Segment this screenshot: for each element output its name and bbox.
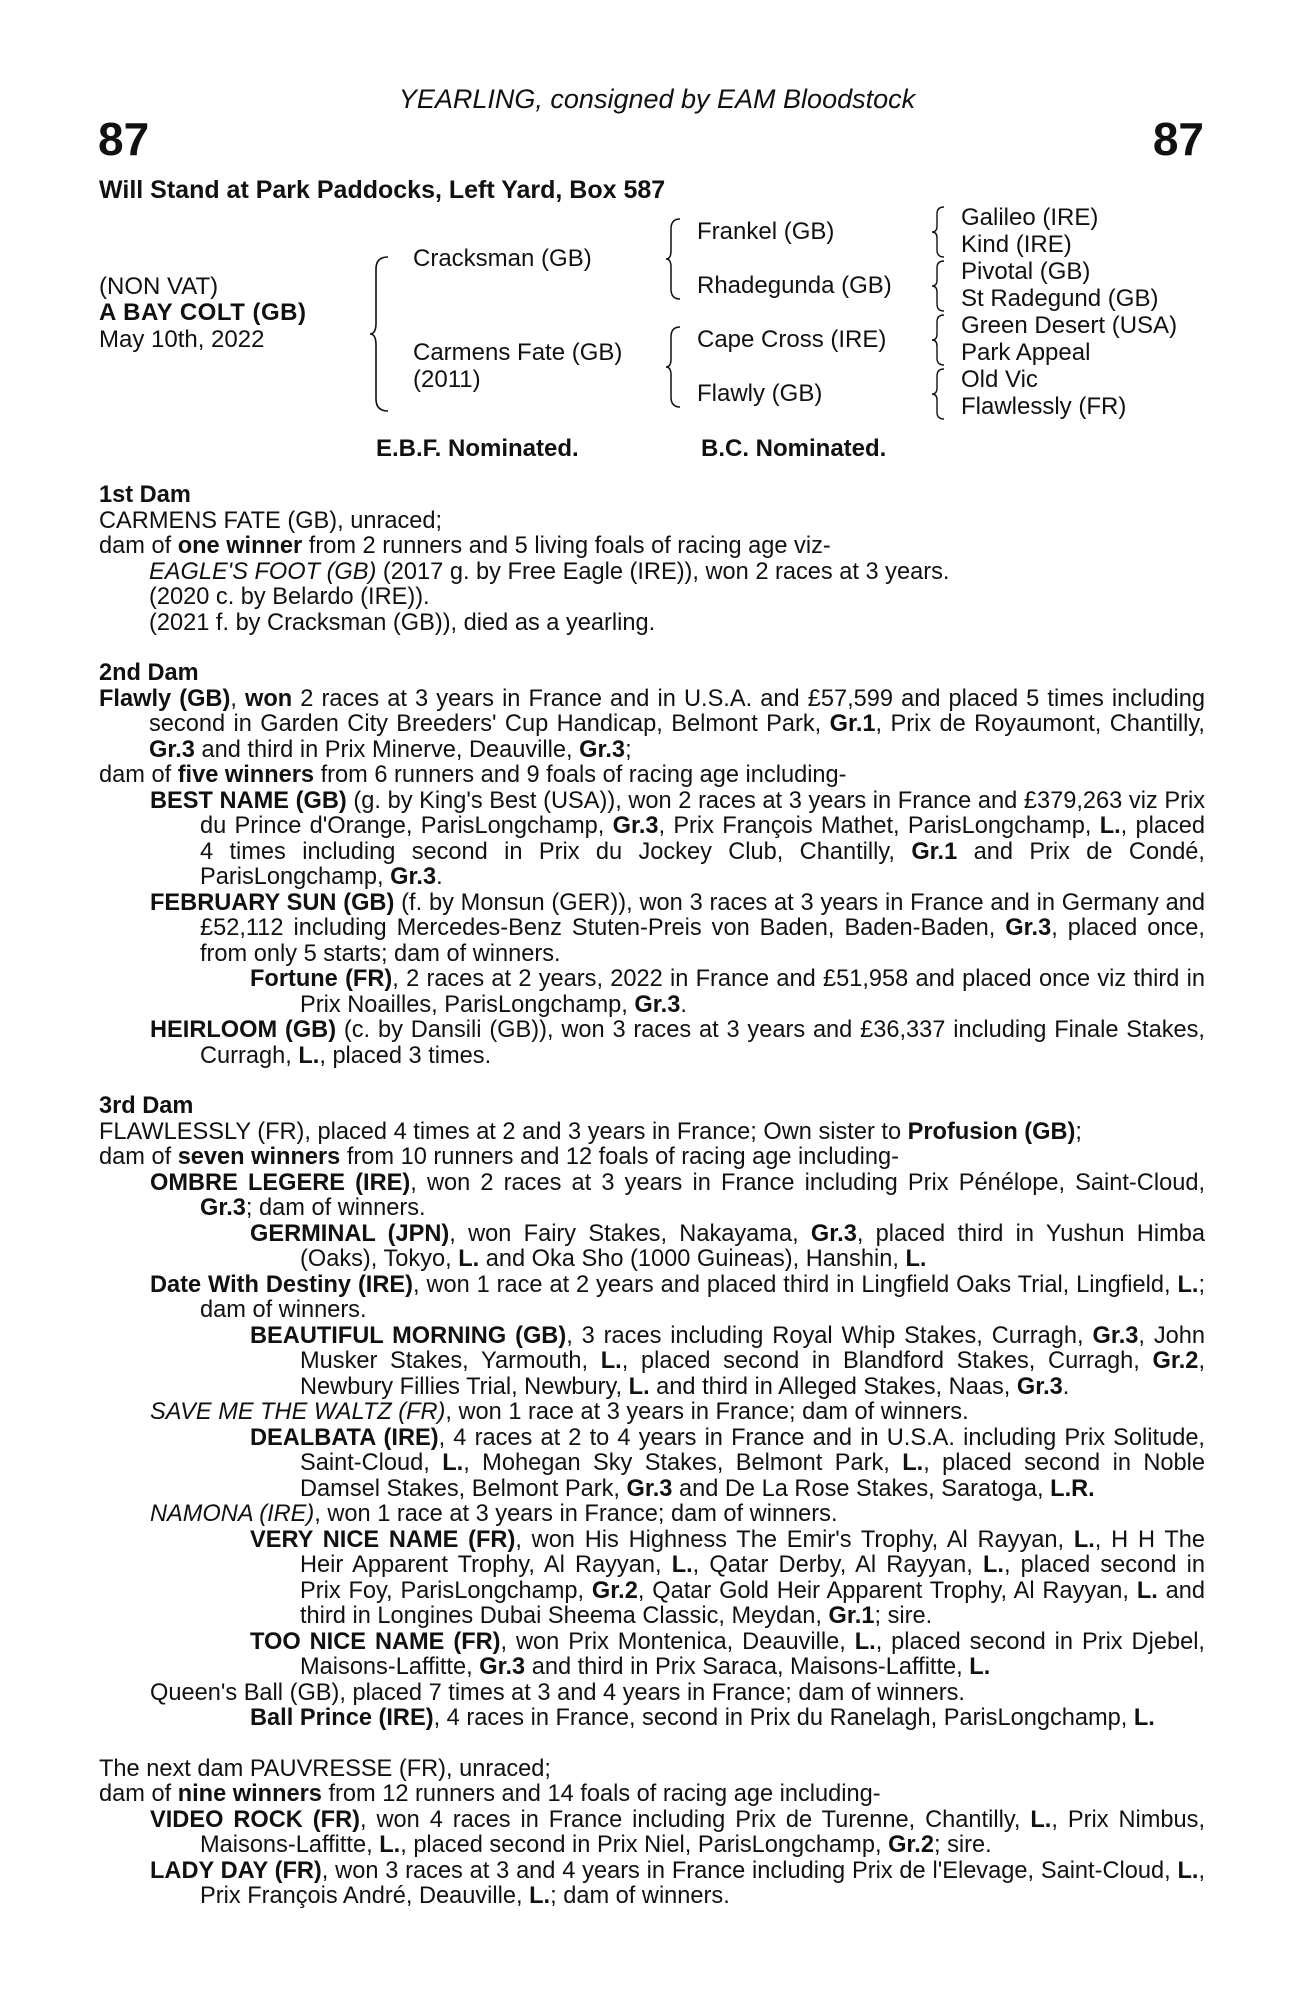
dam-sire: Cape Cross (IRE) — [697, 326, 887, 353]
pedigree-entry: The next dam PAUVRESSE (FR), unraced; — [99, 1755, 551, 1782]
pedigree-entry: FEBRUARY SUN (GB) (f. by Monsun (GER)), won 3 races at 3 years in France and in Germany and £52,112 including Mercedes-Benz Stuten-Preis von Baden, Baden-Baden, Gr.3, placed once, from only 5 starts; dam of winners. — [150, 889, 1205, 967]
spacer — [99, 1069, 1205, 1094]
pedigree-brace-sire — [664, 217, 686, 301]
g3-ancestor: Pivotal (GB) — [961, 258, 1091, 285]
g3-ancestor: St Radegund (GB) — [961, 285, 1159, 312]
pedigree-entry: Flawly (GB), won 2 races at 3 years in France and in U.S.A. and £57,599 and placed 5 times including second in Garden City Breeders' Cup Handicap, Belmont Park, Gr.1, Prix de Royaumont, Chantilly, Gr.3 and third in Prix Minerve, Deauville, Gr.3; — [99, 685, 1205, 763]
pedigree-entry: HEIRLOOM (GB) (c. by Dansili (GB)), won 3 races at 3 years and £36,337 including Finale Stakes, Curragh, L., placed 3 times. — [150, 1017, 1205, 1069]
lot-number-left: 87 — [98, 113, 150, 165]
pedigree-brace-dam — [664, 325, 686, 409]
pedigree-entry: LADY DAY (FR), won 3 races at 3 and 4 years in France including Prix de l'Elevage, Saint-Cloud, L., Prix François André, Deauville, L.; dam of winners. — [150, 1857, 1206, 1909]
pedigree-entry: FLAWLESSLY (FR), placed 4 times at 2 and 3 years in France; Own sister to Profusion (GB); — [99, 1118, 1082, 1145]
horse-name: A BAY COLT (GB) — [99, 299, 307, 326]
g3-ancestor: Park Appeal — [961, 339, 1091, 366]
vat-status: (NON VAT) — [99, 273, 219, 300]
sire-dam: Rhadegunda (GB) — [697, 272, 892, 299]
section-heading: 1st Dam — [99, 482, 191, 508]
g3-ancestor: Green Desert (USA) — [961, 312, 1178, 339]
ebf-nomination: E.B.F. Nominated. — [376, 435, 579, 462]
pedigree-entry: NAMONA (IRE), won 1 race at 3 years in France; dam of winners. — [150, 1501, 838, 1527]
consignor-header: YEARLING, consigned by EAM Bloodstock — [398, 84, 916, 114]
pedigree-brace-g4-4 — [930, 367, 950, 421]
pedigree-entry: EAGLE'S FOOT (GB) (2017 g. by Free Eagle (IRE)), won 2 races at 3 years. — [149, 558, 950, 585]
section-heading: 3rd Dam — [99, 1093, 194, 1119]
pedigree-notes — [99, 483, 1205, 1910]
pedigree-entry: CARMENS FATE (GB), unraced; — [99, 507, 443, 534]
pedigree-entry: dam of five winners from 6 runners and 9 foals of racing age including- — [99, 762, 847, 788]
pedigree-brace-g4-3 — [930, 313, 950, 367]
pedigree-entry: OMBRE LEGERE (IRE), won 2 races at 3 years in France including Prix Pénélope, Saint-Cloud, Gr.3; dam of winners. — [150, 1169, 1205, 1221]
pedigree-brace-g4-1 — [930, 205, 950, 259]
pedigree-entry: VIDEO ROCK (FR), won 4 races in France including Prix de Turenne, Chantilly, L., Prix Nimbus, Maisons-Laffitte, L., placed second in Prix Niel, ParisLongchamp, Gr.2; sire. — [150, 1806, 1205, 1858]
spacer — [99, 636, 1205, 661]
pedigree-entry: SAVE ME THE WALTZ (FR), won 1 race at 3 years in France; dam of winners. — [150, 1399, 969, 1425]
pedigree-entry: Fortune (FR), 2 races at 2 years, 2022 in France and £51,958 and placed once viz third in Prix Noailles, ParisLongchamp, Gr.3. — [250, 966, 1205, 1018]
pedigree-entry: dam of one winner from 2 runners and 5 living foals of racing age viz- — [99, 533, 831, 559]
dam-dam: Flawly (GB) — [697, 380, 823, 407]
pedigree-entry: Date With Destiny (IRE), won 1 race at 2 years and placed third in Lingfield Oaks Trial, Lingfield, L.; dam of winners. — [150, 1271, 1206, 1323]
pedigree-entry: dam of nine winners from 12 runners and 14 foals of racing age including- — [99, 1781, 881, 1807]
lot-number-right: 87 — [1152, 113, 1204, 165]
g3-ancestor: Kind (IRE) — [961, 231, 1072, 258]
g3-ancestor: Galileo (IRE) — [961, 204, 1099, 231]
section-heading: 2nd Dam — [99, 660, 199, 686]
pedigree-entry: TOO NICE NAME (FR), won Prix Montenica, Deauville, L., placed second in Prix Djebel, Maisons-Laffitte, Gr.3 and third in Prix Saraca, Maisons-Laffitte, L. — [250, 1628, 1205, 1680]
bc-nomination: B.C. Nominated. — [701, 435, 887, 462]
horse-dob: May 10th, 2022 — [99, 326, 265, 353]
pedigree-entry: Ball Prince (IRE), 4 races in France, second in Prix du Ranelagh, ParisLongchamp, L. — [250, 1705, 1155, 1731]
pedigree-brace-g4-2 — [930, 259, 950, 313]
pedigree-entry: dam of seven winners from 10 runners and 12 foals of racing age including- — [99, 1144, 900, 1170]
pedigree-brace-main — [368, 255, 394, 413]
sire-name: Cracksman (GB) — [413, 245, 592, 272]
dam-name: Carmens Fate (GB) — [413, 339, 623, 366]
pedigree-entry: Queen's Ball (GB), placed 7 times at 3 and 4 years in France; dam of winners. — [150, 1679, 965, 1706]
sire-sire: Frankel (GB) — [697, 218, 835, 245]
g3-ancestor: Flawlessly (FR) — [961, 393, 1127, 420]
spacer — [99, 1732, 1205, 1757]
stand-location: Will Stand at Park Paddocks, Left Yard, Box 587 — [99, 176, 666, 204]
pedigree-entry: (2021 f. by Cracksman (GB)), died as a yearling. — [149, 609, 656, 636]
pedigree-entry: BEAUTIFUL MORNING (GB), 3 races including Royal Whip Stakes, Curragh, Gr.3, John Musker Stakes, Yarmouth, L., placed second in Blandford Stakes, Curragh, Gr.2, Newbury Fillies Trial, Newbury, L. and third in Alleged Stakes, Naas, Gr.3. — [250, 1322, 1206, 1400]
dam-year: (2011) — [413, 366, 481, 393]
g3-ancestor: Old Vic — [961, 366, 1038, 393]
pedigree-entry: DEALBATA (IRE), 4 races at 2 to 4 years in France and in U.S.A. including Prix Solitude, Saint-Cloud, L., Mohegan Sky Stakes, Belmont Park, L., placed second in Noble Damsel Stakes, Belmont Park, Gr.3 and De La Rose Stakes, Saratoga, L.R. — [250, 1424, 1205, 1502]
pedigree-entry: (2020 c. by Belardo (IRE)). — [149, 584, 430, 610]
pedigree-entry: GERMINAL (JPN), won Fairy Stakes, Nakayama, Gr.3, placed third in Yushun Himba (Oaks), Tokyo, L. and Oka Sho (1000 Guineas), Hanshin, L. — [250, 1220, 1205, 1272]
pedigree-entry: BEST NAME (GB) (g. by King's Best (USA)), won 2 races at 3 years in France and £379,263 viz Prix du Prince d'Orange, ParisLongchamp, Gr.3, Prix François Mathet, ParisLongchamp, L., placed 4 times including second in Prix du Jockey Club, Chantilly, Gr.1 and Prix de Condé, ParisLongchamp, Gr.3. — [150, 787, 1205, 890]
pedigree-entry: VERY NICE NAME (FR), won His Highness The Emir's Trophy, Al Rayyan, L., H H The Heir Apparent Trophy, Al Rayyan, L., Qatar Derby, Al Rayyan, L., placed second in Prix Foy, ParisLongchamp, Gr.2, Qatar Gold Heir Apparent Trophy, Al Rayyan, L. and third in Longines Dubai Sheema Classic, Meydan, Gr.1; sire. — [250, 1526, 1206, 1629]
